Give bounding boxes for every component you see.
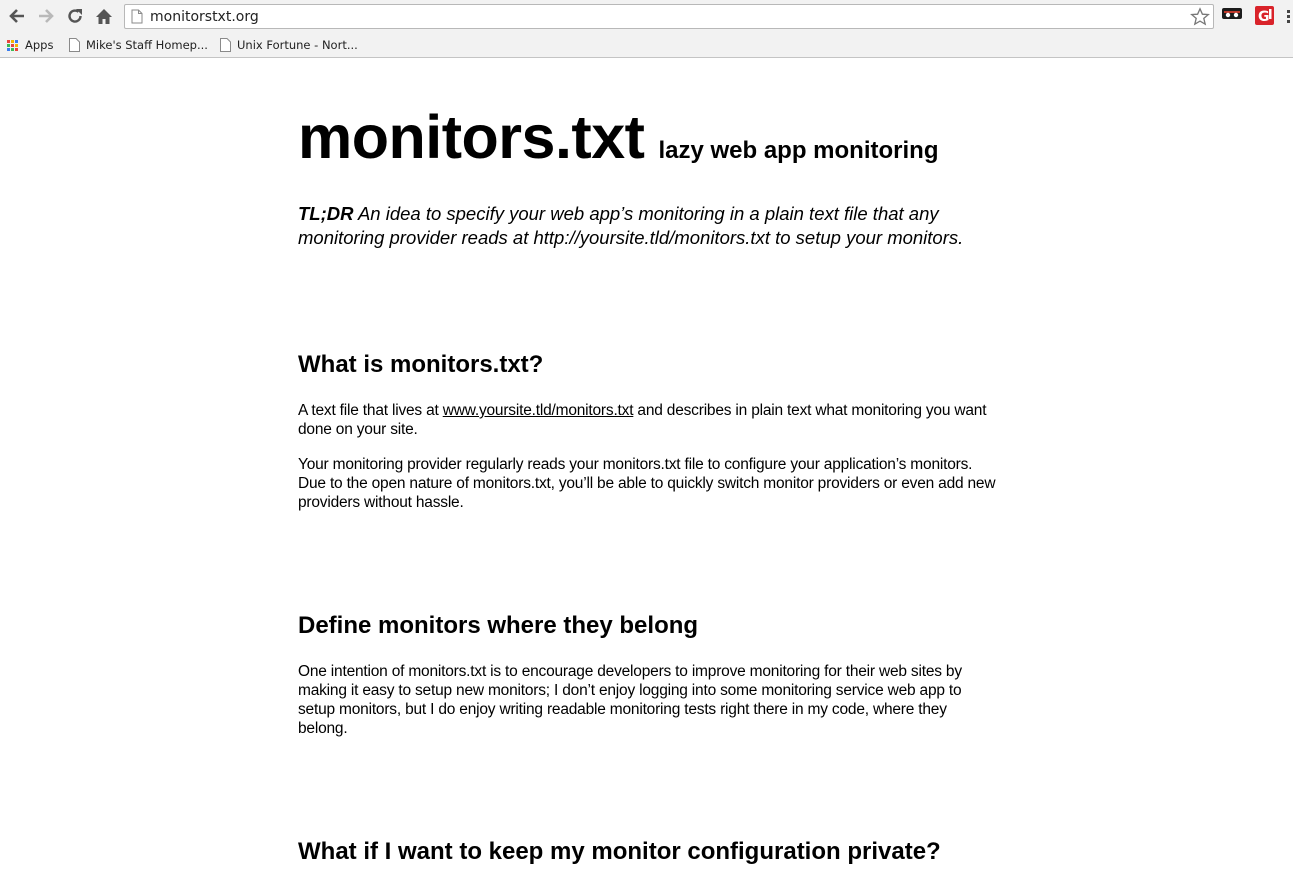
monitors-txt-link[interactable]: www.yoursite.tld/monitors.txt [442,402,634,419]
browser-toolbar [0,0,1293,33]
section-paragraph [298,401,998,439]
home-icon [95,8,113,25]
paragraph-text: and describes in plain text what monitoring you want done on your site. [298,402,987,438]
tldr-text: An idea to specify your web app’s monitoring in a plain text file that any monitoring provider reads at http://yoursite.tld/monitors.txt to setup your monitors. [298,203,964,248]
section-heading: What if I want to keep my monitor configuration private? [298,838,941,865]
page-icon [220,38,231,52]
reload-button[interactable] [64,5,86,27]
section-paragraph: One intention of monitors.txt is to encourage developers to improve monitoring for their web sites by making it easy to setup new monitors; I don’t enjoy logging into some monitoring service web app to setup monitors, but I do enjoy writing readable monitoring tests right there in my code, where they belong. [298,663,962,737]
apps-grid-icon [7,40,18,51]
incognito-mask-icon[interactable] [1222,7,1242,21]
paragraph-text: A text file that lives at [298,402,443,419]
site-tagline: lazy web app monitoring [658,137,939,164]
page-icon [69,38,80,52]
address-bar[interactable] [124,4,1214,29]
chrome-menu-button[interactable] [1287,10,1291,25]
url-text[interactable]: monitorstxt.org [150,9,259,25]
back-button[interactable] [6,5,28,27]
bookmark-apps[interactable] [7,37,53,53]
bookmark-apps-label: Apps [25,38,54,52]
page-icon [131,9,143,24]
g-extension-icon[interactable] [1255,6,1274,25]
bookmark-item[interactable] [69,37,208,53]
forward-button[interactable] [35,5,57,27]
forward-arrow-icon [37,8,55,24]
reload-icon [66,7,84,25]
title-row [298,102,938,172]
bookmark-item[interactable] [220,37,358,53]
bookmark-label: Mike's Staff Homep... [86,38,208,52]
svg-text:G: G [1258,9,1270,25]
back-arrow-icon [8,8,26,24]
section-heading: Define monitors where they belong [298,612,699,639]
tldr-label: TL;DR [298,203,354,224]
tldr-paragraph [298,202,1018,250]
section-heading: What is monitors.txt? [298,351,544,378]
section-paragraph: Your monitoring provider regularly reads your monitors.txt file to configure your application’s monitors. Due to the open nature of monitors.txt, you’ll be able to quickly switch monitor providers or even add new providers without hassle. [298,456,996,511]
site-title: monitors.txt [298,103,645,171]
bookmark-star-icon[interactable] [1190,7,1210,27]
home-button[interactable] [93,5,115,27]
bookmarks-bar [0,33,1293,58]
bookmark-label: Unix Fortune - Nort... [237,38,358,52]
